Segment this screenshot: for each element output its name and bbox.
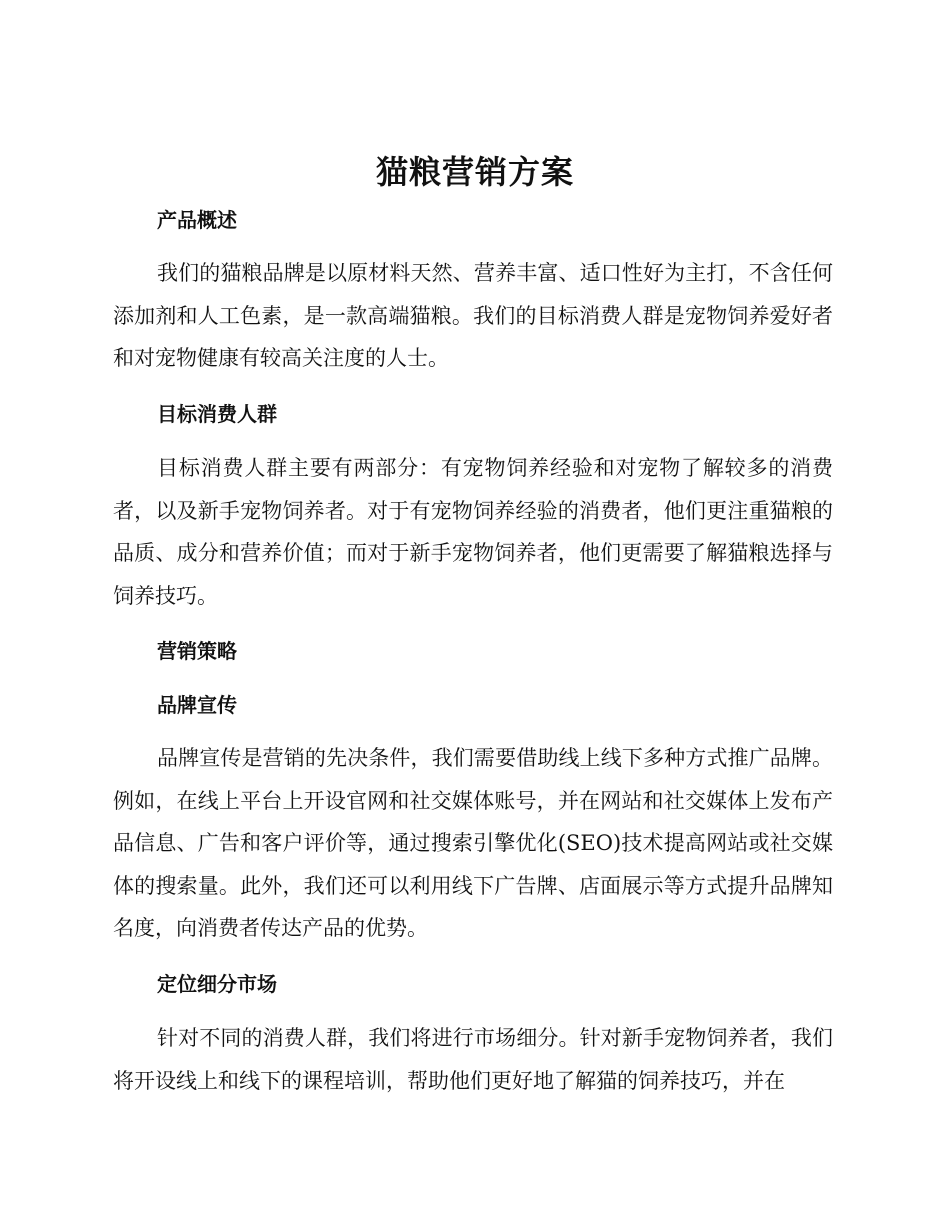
- document-title: 猫粮营销方案: [375, 153, 574, 191]
- paragraph-brand-promotion: 品牌宣传是营销的先决条件，我们需要借助线上线下多种方式推广品牌。例如，在线上平台上开设官网和社交媒体账号，并在网站和社交媒体上发布产品信息、广告和客户评价等，通过搜索引擎优化(SEO)技术提高网站或社交媒体的搜索量。此外，我们还可以利用线下广告牌、店面展示等方式提升品牌知名度，向消费者传达产品的优势。: [113, 746, 833, 940]
- section-heading-market-segmentation: 定位细分市场: [157, 972, 277, 996]
- section-heading-product-overview: 产品概述: [157, 208, 237, 232]
- section-heading-target-consumers: 目标消费人群: [157, 402, 277, 426]
- paragraph-market-segmentation: 针对不同的消费人群，我们将进行市场细分。针对新手宠物饲养者，我们将开设线上和线下的课程培训，帮助他们更好地了解猫的饲养技巧，并在: [113, 1026, 833, 1093]
- section-heading-marketing-strategy: 营销策略: [157, 639, 237, 663]
- paragraph-target-consumers: 目标消费人群主要有两部分：有宠物饲养经验和对宠物了解较多的消费者，以及新手宠物饲养者。对于有宠物饲养经验的消费者，他们更注重猫粮的品质、成分和营养价值；而对于新手宠物饲养者，他们更需要了解猫粮选择与饲养技巧。: [113, 456, 833, 608]
- paragraph-product-overview: 我们的猫粮品牌是以原材料天然、营养丰富、适口性好为主打，不含任何添加剂和人工色素，是一款高端猫粮。我们的目标消费人群是宠物饲养爱好者和对宠物健康有较高关注度的人士。: [113, 261, 833, 370]
- section-heading-brand-promotion: 品牌宣传: [157, 693, 237, 717]
